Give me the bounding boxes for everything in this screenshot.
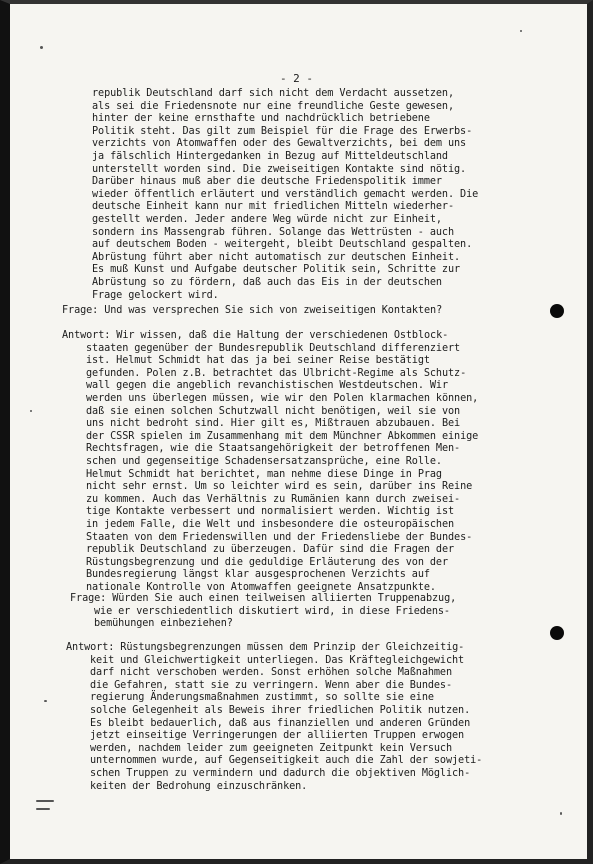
text-line: der CSSR spielen im Zusammenhang mit dem Münchner Abkommen einige bbox=[86, 430, 479, 442]
text-line: keiten der Bedrohung einzuschränken. bbox=[90, 780, 308, 792]
text-line: Frage: Und was versprechen Sie sich von zweiseitigen Kontakten? bbox=[62, 305, 443, 316]
text-line: auf deutschem Boden - weitergeht, bleibt Deutschland gespalten. bbox=[92, 239, 473, 251]
text-line: regierung Änderungsmaßnahmen zustimmt, so sollte sie eine bbox=[90, 692, 434, 704]
text-line: werden, nachdem leider zum geeigneten Zeitpunkt kein Versuch bbox=[90, 742, 453, 754]
text-line: wie er verschiedentlich diskutiert wird, in diese Friedens- bbox=[94, 605, 450, 617]
text-line: in jedem Falle, die Welt und insbesondere die osteuropäischen bbox=[86, 518, 455, 530]
text-line: zu kommen. Auch das Verhältnis zu Rumänien kann durch zweisei- bbox=[86, 493, 461, 505]
scan-speck bbox=[36, 800, 54, 802]
text-line: Antwort: Rüstungsbegrenzungen müssen dem Prinzip der Gleichzeitig- bbox=[66, 642, 465, 653]
text-line: bemühungen einbeziehen? bbox=[94, 618, 233, 630]
punch-hole bbox=[550, 626, 564, 640]
text-line: sondern ins Massengrab führen. Solange das Wettrüsten - auch bbox=[92, 226, 455, 238]
scan-speck bbox=[560, 812, 562, 815]
text-line: ist. Helmut Schmidt hat das ja bei seiner Reise bestätigt bbox=[86, 355, 430, 367]
text-line: wieder öffentlich erläutert und verständlich gemacht werden. Die bbox=[92, 188, 479, 200]
page-number: - 2 - bbox=[279, 72, 314, 85]
scan-speck bbox=[44, 700, 47, 702]
text-line: deutsche Einheit kann nur mit friedlichen Mitteln wiederher- bbox=[92, 201, 455, 213]
text-line: nationale Kontrolle von Atomwaffen geeignete Ansatzpunkte. bbox=[86, 581, 436, 593]
text-line: nicht sehr ernst. Um so leichter wird es sein, darüber ins Reine bbox=[86, 481, 473, 493]
text-line: schen Truppen zu vermindern und dadurch die objektiven Möglich- bbox=[90, 767, 471, 779]
text-line: Frage gelockert wird. bbox=[92, 289, 219, 301]
text-line: wall gegen die angeblich revanchistischen Westdeutschen. Wir bbox=[86, 380, 449, 392]
answer-2 bbox=[66, 642, 482, 793]
text-line: als sei die Friedensnote nur eine freundliche Geste gewesen, bbox=[92, 100, 455, 112]
text-line: darf nicht verschoben werden. Sonst erhöhen solche Maßnahmen bbox=[90, 667, 453, 679]
text-line: jetzt einseitige Verringerungen der alliierten Truppen erwogen bbox=[90, 730, 465, 742]
question-1 bbox=[62, 305, 442, 318]
text-line: Abrüstung so zu fördern, daß auch das Eis in der deutschen bbox=[92, 276, 442, 288]
text-line: Es muß Kunst und Aufgabe deutscher Politik sein, Schritte zur bbox=[92, 264, 461, 276]
text-line: Rüstungsbegrenzung und die geduldige Erläuterung des von der bbox=[86, 556, 449, 568]
text-line: Helmut Schmidt hat berichtet, man nehme diese Dinge in Prag bbox=[86, 468, 442, 480]
text-line: unterstellt worden sind. Die zweiseitigen Kontakte sind nötig. bbox=[92, 163, 467, 175]
scan-speck bbox=[520, 30, 522, 32]
text-line: staaten gegenüber der Bundesrepublik Deutschland differenziert bbox=[86, 342, 461, 354]
text-line: verzichts von Atomwaffen oder des Gewaltverzichts, bei dem uns bbox=[92, 138, 467, 150]
text-line: die Gefahren, statt sie zu verringern. Wenn aber die Bundes- bbox=[90, 679, 453, 691]
punch-hole bbox=[550, 304, 564, 318]
intro-paragraph bbox=[92, 88, 478, 302]
text-line: Bundesregierung längst klar ausgesprochenen Verzichts auf bbox=[86, 569, 430, 581]
text-line: Antwort: Wir wissen, daß die Haltung der verschiedenen Ostblock- bbox=[62, 330, 449, 341]
text-line: daß sie einen solchen Schutzwall nicht benötigen, weil sie von bbox=[86, 405, 461, 417]
scan-speck bbox=[30, 410, 32, 412]
text-line: unternommen wurde, auf Gegenseitigkeit auch die Zahl der sowjeti- bbox=[90, 755, 483, 767]
text-line: keit und Gleichwertigkeit unterliegen. Das Kräftegleichgewicht bbox=[90, 654, 465, 666]
text-line: Abrüstung führt aber nicht automatisch zur deutschen Einheit. bbox=[92, 251, 461, 263]
text-line: republik Deutschland darf sich nicht dem Verdacht aussetzen, bbox=[92, 88, 455, 99]
text-line: gefunden. Polen z.B. betrachtet das Ulbricht-Regime als Schutz- bbox=[86, 367, 467, 379]
scan-speck bbox=[36, 808, 50, 810]
text-line: solche Gelegenheit als Beweis ihrer friedlichen Politik nutzen. bbox=[90, 704, 471, 716]
text-line: schen und gegenseitige Schadensersatzansprüche, eine Rolle. bbox=[86, 455, 442, 467]
text-line: Rechtsfragen, wie die Staatsangehörigkeit der betroffenen Men- bbox=[86, 443, 461, 455]
text-line: tige Kontakte verbessert und normalisiert werden. Wichtig ist bbox=[86, 506, 455, 518]
text-line: uns nicht bedroht sind. Hier gilt es, Mißtrauen abzubauen. Bei bbox=[86, 418, 461, 430]
text-line: werden uns überlegen müssen, wie wir den Polen klarmachen können, bbox=[86, 392, 479, 404]
text-line: ja fälschlich Hintergedanken in Bezug auf Mitteldeutschland bbox=[92, 150, 448, 162]
text-line: Darüber hinaus muß aber die deutsche Friedenspolitik immer bbox=[92, 176, 442, 188]
text-line: Frage: Würden Sie auch einen teilweisen alliierten Truppenabzug, bbox=[70, 593, 457, 604]
question-2 bbox=[70, 593, 456, 631]
text-line: Politik steht. Das gilt zum Beispiel für die Frage des Erwerbs- bbox=[92, 125, 473, 137]
text-line: Es bleibt bedauerlich, daß aus finanziellen und anderen Gründen bbox=[90, 717, 471, 729]
text-line: republik Deutschland zu überzeugen. Dafür sind die Fragen der bbox=[86, 544, 455, 556]
text-line: Staaten von dem Friedenswillen und der Friedensliebe der Bundes- bbox=[86, 531, 473, 543]
scan-speck bbox=[40, 46, 43, 49]
text-line: gestellt werden. Jeder andere Weg würde nicht zur Einheit, bbox=[92, 213, 442, 225]
text-line: hinter der keine ernsthafte und nachdrücklich betriebene bbox=[92, 113, 430, 125]
answer-1 bbox=[62, 330, 478, 594]
